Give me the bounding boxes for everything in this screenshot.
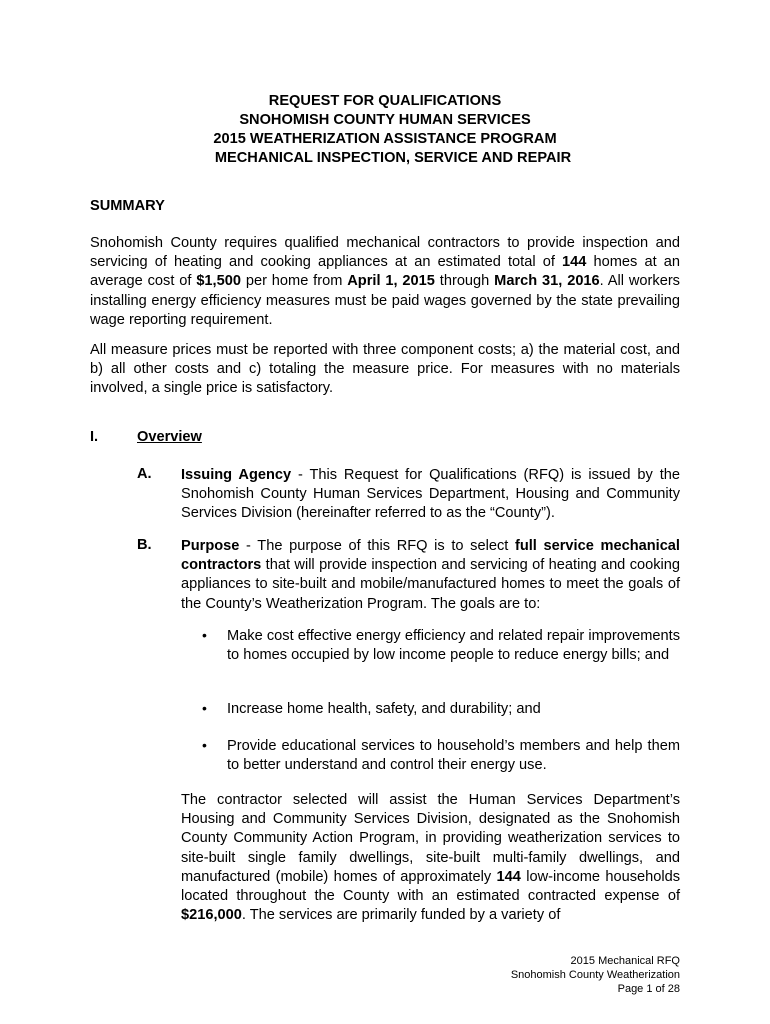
bullet-icon: • — [202, 700, 207, 716]
page-number: Page 1 of 28 — [617, 983, 680, 995]
title-line-1: REQUEST FOR QUALIFICATIONS — [268, 93, 502, 109]
item-b-letter: B. — [137, 537, 152, 553]
summary-paragraph-2: All measure prices must be reported with three component costs; a) the material cost, and b) all other costs and c) totaling the measure price. For measures with no materials involved, a single price is satisfactory. — [90, 342, 680, 397]
footer-line-2: Snohomish County Weatherization — [510, 969, 680, 981]
item-b-text: Purpose - The purpose of this RFQ is to select full service mechanical contractors that will provide inspection and servicing of heating and cooking appliances to site-built and mobile/manufactured homes to meet the goals of the County’s Weatherization Program. The goals are to: — [181, 538, 680, 612]
footer-line-1: 2015 Mechanical RFQ — [570, 955, 680, 967]
bullet-icon: • — [202, 737, 207, 753]
title-line-2: SNOHOMISH COUNTY HUMAN SERVICES — [239, 112, 531, 128]
bullet-icon: • — [202, 627, 207, 643]
closing-paragraph: The contractor selected will assist the Human Services Department’s Housing and Community Services Division, designated as the Snohomish County Community Action Program, in providing weatherization services to site-built single family dwellings, site-built multi-family dwellings, and manufactured (mobile) homes of approximately 144 low-income households located throughout the County with an estimated contracted expense of $216,000. The services are primarily funded by a variety of — [181, 792, 681, 924]
item-a-text: Issuing Agency - This Request for Qualifications (RFQ) is issued by the Snohomish County Human Services Department, Housing and Community Services Division (hereinafter referred to as the “County”). — [181, 467, 680, 522]
title-line-3: 2015 WEATHERIZATION ASSISTANCE PROGRAM — [213, 131, 557, 147]
bullet-item-1: Make cost effective energy efficiency and related repair improvements to homes occupied by low income people to reduce energy bills; and — [227, 628, 680, 664]
bullet-item-3: Provide educational services to household’s members and help them to better understand and control their energy use. — [227, 738, 680, 774]
item-a-letter: A. — [137, 466, 152, 482]
bullet-item-2: Increase home health, safety, and durability; and — [227, 701, 541, 717]
page-footer — [511, 954, 680, 996]
section-title: Overview — [137, 429, 202, 445]
document-title — [0, 92, 770, 168]
summary-paragraph-1: Snohomish County requires qualified mechanical contractors to provide inspection and servicing of heating and cooking appliances at an estimated total of 144 homes at an average cost of $1,500 per home from April 1, 2015 through March 31, 2016. All workers installing energy efficiency measures must be paid wages governed by the state prevailing wage reporting requirement. — [90, 235, 680, 328]
summary-heading: SUMMARY — [90, 198, 165, 214]
section-number: I. — [90, 429, 99, 445]
title-line-4: MECHANICAL INSPECTION, SERVICE AND REPAIR — [214, 150, 572, 166]
